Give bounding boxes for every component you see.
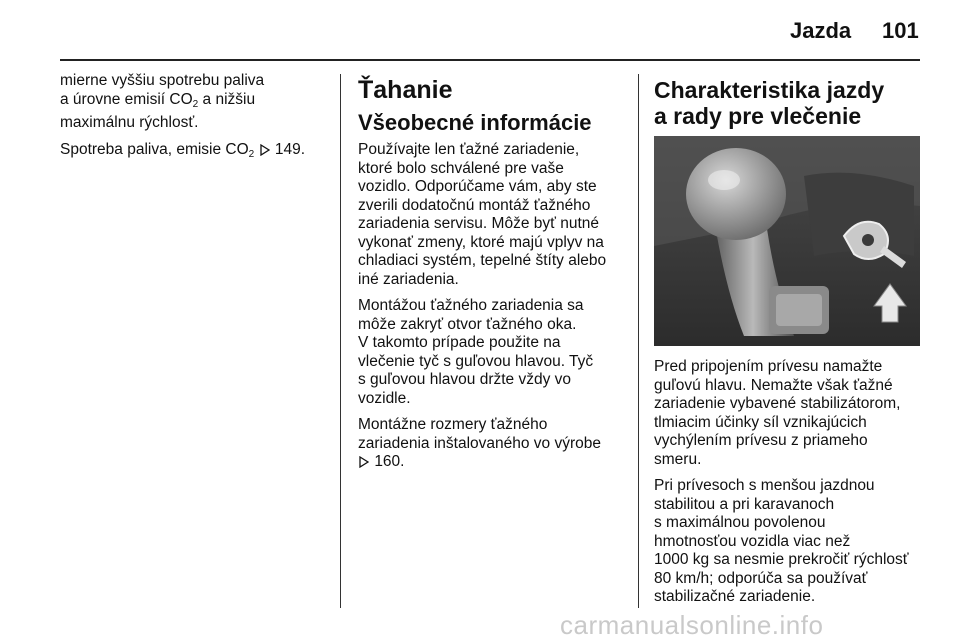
tow-hitch-key-illustration-icon <box>654 136 920 346</box>
paragraph-fuel-reference <box>60 141 330 165</box>
column-divider-2 <box>638 74 639 608</box>
page-number: 101 <box>882 18 919 43</box>
page-reference-arrow-icon <box>259 141 271 160</box>
section-title: Jazda <box>790 18 852 43</box>
watermark: carmanualsonline.info <box>560 610 824 640</box>
paragraph-emissions <box>60 72 330 133</box>
middle-column <box>358 72 633 480</box>
text-line: vozidlo. Odporúčame vám, aby ste <box>358 178 597 195</box>
text-line: hmotnosťou vozidla viac než <box>654 532 851 550</box>
paragraph-towing-device <box>358 141 633 289</box>
text-line: V takomto prípade použite na <box>358 334 561 351</box>
text-line: zariadenia servisu. Môže byť nutné <box>358 215 600 232</box>
column-divider-1 <box>340 74 341 608</box>
text-line <box>60 91 330 115</box>
text-line: guľovú hlavu. Nemažte však ťažné <box>654 376 893 394</box>
paragraph-trailer-stability <box>654 477 929 607</box>
text-line: zariadenia inštalovaného vo výrobe <box>358 434 601 452</box>
text-line: Montážne rozmery ťažného <box>358 416 548 433</box>
section-heading-towing: Ťahanie <box>358 76 453 104</box>
text-fragment: a úrovne emisií CO <box>60 90 193 108</box>
text-line: vykonať zmeny, ktoré majú vplyv na <box>358 233 604 251</box>
text-line: smeru. <box>654 450 702 468</box>
text-line: stabilizačné zariadenie. <box>654 588 816 605</box>
right-column <box>654 72 924 135</box>
text-line <box>60 141 330 165</box>
text-line: stabilitou a pri karavanoch <box>654 495 835 513</box>
text-line <box>358 453 633 472</box>
paragraph-ball-head-lubrication <box>654 358 929 469</box>
section-heading-driving-tips <box>654 77 924 129</box>
page-reference-arrow-icon <box>358 453 370 472</box>
text-line: môže zakryť otvor ťažného oka. <box>358 315 577 333</box>
subsection-heading-general: Všeobecné informácie <box>358 110 592 135</box>
paragraph-mounting-dimensions <box>358 416 633 472</box>
text-line: 80 km/h; odporúča sa používať <box>654 569 868 587</box>
subscript: 2 <box>248 148 255 160</box>
text-line: vlečenie tyč s guľovou hlavou. Tyč <box>358 352 594 370</box>
text-line: 1000 kg sa nesmie prekročiť rýchlosť <box>654 551 909 568</box>
text-line: Pred pripojením prívesu namažte <box>654 358 883 375</box>
paragraph-towing-eye <box>358 297 633 408</box>
text-fragment: Spotreba paliva, emisie CO <box>60 140 249 158</box>
text-line: Montážou ťažného zariadenia sa <box>358 297 584 314</box>
text-line: iné zariadenia. <box>358 270 459 288</box>
text-line: chladiaci systém, tepelné štíty alebo <box>358 252 607 269</box>
text-line: zariadenie vybavené stabilizátorom, <box>654 395 901 412</box>
text-line: s guľovou hlavou držte vždy vo <box>358 371 572 388</box>
text-line: mierne vyššiu spotrebu paliva <box>60 72 265 89</box>
header-rule <box>60 59 920 61</box>
right-column-body <box>654 358 929 615</box>
text-line: ktoré bolo schválené pre vaše <box>358 159 564 177</box>
left-column <box>60 72 330 172</box>
heading-line: a rady pre vlečenie <box>654 103 862 129</box>
text-line: Používajte len ťažné zariadenie, <box>358 141 580 158</box>
page-reference-link[interactable]: 149. <box>274 140 306 158</box>
text-line: tlmiacim účinky síl vznikajúcich <box>654 413 867 431</box>
text-fragment: a nižšiu <box>198 90 256 108</box>
page-reference-link[interactable]: 160. <box>374 453 405 470</box>
subscript: 2 <box>192 98 199 110</box>
heading-line: Charakteristika jazdy <box>654 77 885 103</box>
text-line: vychýlením prívesu z priameho <box>654 432 868 449</box>
tow-hitch-figure <box>654 136 920 346</box>
text-line: Pri prívesoch s menšou jazdnou <box>654 477 875 494</box>
text-line: vozidle. <box>358 389 411 407</box>
text-line: s maximálnou povolenou <box>654 514 826 531</box>
text-line: maximálnu rýchlosť. <box>60 114 199 131</box>
text-line: zverili dodatočnú montáž ťažného <box>358 196 591 214</box>
